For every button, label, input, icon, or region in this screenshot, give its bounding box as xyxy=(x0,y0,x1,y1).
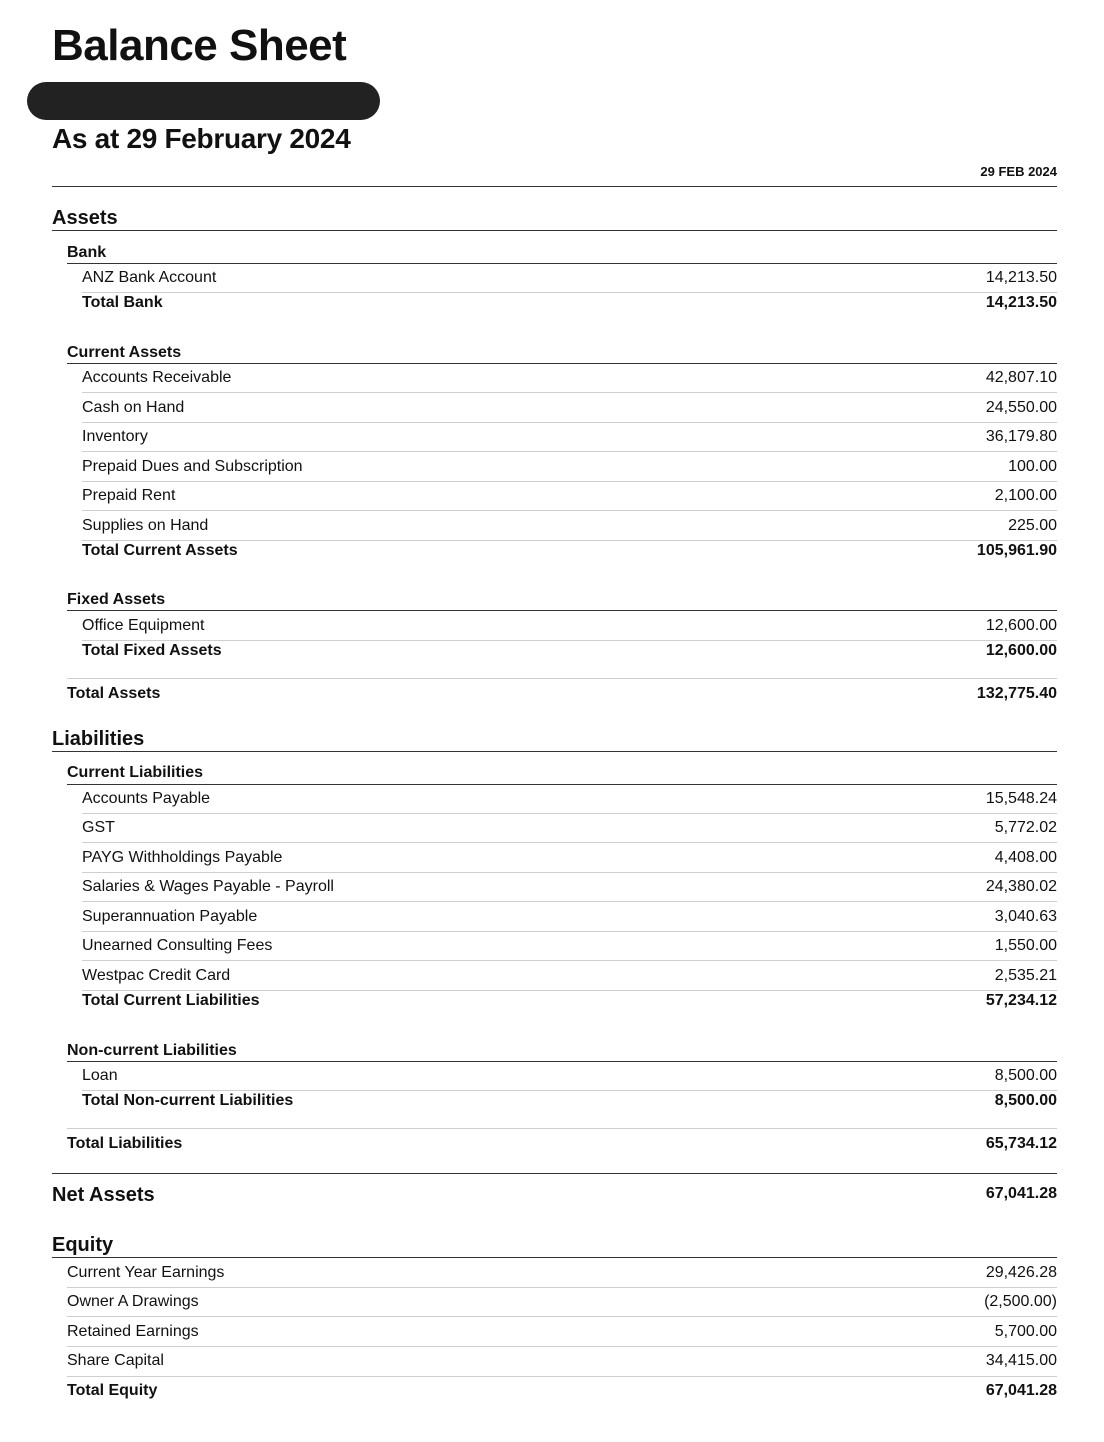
divider xyxy=(82,422,1057,423)
row-value: 100.00 xyxy=(1008,458,1057,475)
divider xyxy=(82,872,1057,873)
row-label: PAYG Withholdings Payable xyxy=(82,849,283,866)
row-value: 12,600.00 xyxy=(985,617,1057,634)
row-label: ANZ Bank Account xyxy=(82,269,217,286)
total-assets-value: 132,775.40 xyxy=(976,685,1057,702)
divider xyxy=(67,1287,1057,1288)
total-value: 57,234.12 xyxy=(985,992,1057,1009)
divider xyxy=(67,1128,1057,1129)
divider xyxy=(82,451,1057,452)
total-label: Total Bank xyxy=(82,294,163,311)
row-value: 24,380.02 xyxy=(985,878,1057,895)
total-value: 12,600.00 xyxy=(985,642,1057,659)
row-label: Prepaid Dues and Subscription xyxy=(82,458,303,475)
row-value: 2,535.21 xyxy=(994,967,1057,984)
total-liabilities-value: 65,734.12 xyxy=(985,1135,1057,1152)
row-value: 36,179.80 xyxy=(985,428,1057,445)
row-value: 8,500.00 xyxy=(994,1067,1057,1084)
group-heading-noncurrent-liabilities: Non-current Liabilities xyxy=(67,1042,237,1059)
row-label: Supplies on Hand xyxy=(82,517,209,534)
report-subtitle: As at 29 February 2024 xyxy=(52,123,351,154)
net-assets-label: Net Assets xyxy=(52,1184,155,1206)
total-value: 8,500.00 xyxy=(994,1092,1057,1109)
row-label: Current Year Earnings xyxy=(67,1264,225,1281)
group-heading-fixed-assets: Fixed Assets xyxy=(67,591,166,608)
section-heading-assets: Assets xyxy=(52,207,118,229)
group-heading-current-liabilities: Current Liabilities xyxy=(67,764,204,781)
divider xyxy=(82,481,1057,482)
divider xyxy=(82,813,1057,814)
row-label: Retained Earnings xyxy=(67,1323,199,1340)
divider xyxy=(67,1346,1057,1347)
divider xyxy=(67,1316,1057,1317)
total-liabilities-label: Total Liabilities xyxy=(67,1135,183,1152)
column-header-date: 29 FEB 2024 xyxy=(980,164,1057,179)
divider xyxy=(67,784,1057,785)
total-equity-value: 67,041.28 xyxy=(985,1382,1057,1399)
row-label: Salaries & Wages Payable - Payroll xyxy=(82,878,334,895)
row-value: 3,040.63 xyxy=(994,908,1057,925)
group-heading-bank: Bank xyxy=(67,244,107,261)
total-label: Total Current Liabilities xyxy=(82,992,260,1009)
section-heading-equity: Equity xyxy=(52,1234,114,1256)
row-value: (2,500.00) xyxy=(984,1293,1057,1310)
divider xyxy=(82,901,1057,902)
divider xyxy=(82,842,1057,843)
total-label: Total Fixed Assets xyxy=(82,642,222,659)
row-value: 4,408.00 xyxy=(994,849,1057,866)
divider xyxy=(82,292,1057,293)
row-value: 2,100.00 xyxy=(994,487,1057,504)
total-equity-label: Total Equity xyxy=(67,1382,158,1399)
section-heading-liabilities: Liabilities xyxy=(52,728,145,750)
row-label: Accounts Payable xyxy=(82,790,211,807)
total-label: Total Current Assets xyxy=(82,542,238,559)
divider xyxy=(67,678,1057,679)
row-value: 1,550.00 xyxy=(994,937,1057,954)
row-value: 29,426.28 xyxy=(985,1264,1057,1281)
row-label: Westpac Credit Card xyxy=(82,967,231,984)
row-label: Cash on Hand xyxy=(82,399,185,416)
divider xyxy=(67,1061,1057,1062)
row-label: Prepaid Rent xyxy=(82,487,176,504)
row-label: Accounts Receivable xyxy=(82,369,232,386)
divider xyxy=(52,751,1057,752)
row-value: 5,700.00 xyxy=(994,1323,1057,1340)
divider xyxy=(67,610,1057,611)
row-label: Loan xyxy=(82,1067,118,1084)
total-value: 14,213.50 xyxy=(985,294,1057,311)
total-assets-label: Total Assets xyxy=(67,685,161,702)
redacted-company-name xyxy=(27,82,380,120)
row-label: Superannuation Payable xyxy=(82,908,258,925)
divider xyxy=(82,960,1057,961)
group-heading-current-assets: Current Assets xyxy=(67,344,182,361)
row-value: 24,550.00 xyxy=(985,399,1057,416)
report-title: Balance Sheet xyxy=(52,21,347,70)
divider xyxy=(52,230,1057,231)
net-assets-value: 67,041.28 xyxy=(985,1185,1057,1202)
row-label: Office Equipment xyxy=(82,617,205,634)
row-value: 225.00 xyxy=(1008,517,1057,534)
row-value: 5,772.02 xyxy=(994,819,1057,836)
divider xyxy=(82,392,1057,393)
row-label: Inventory xyxy=(82,428,148,445)
divider xyxy=(67,363,1057,364)
divider xyxy=(52,1173,1057,1174)
row-label: Share Capital xyxy=(67,1352,164,1369)
divider xyxy=(82,931,1057,932)
divider xyxy=(52,1257,1057,1258)
divider xyxy=(82,510,1057,511)
row-label: GST xyxy=(82,819,115,836)
row-value: 34,415.00 xyxy=(985,1352,1057,1369)
total-label: Total Non-current Liabilities xyxy=(82,1092,294,1109)
row-label: Unearned Consulting Fees xyxy=(82,937,273,954)
divider xyxy=(67,1376,1057,1377)
row-value: 14,213.50 xyxy=(985,269,1057,286)
total-value: 105,961.90 xyxy=(976,542,1057,559)
divider xyxy=(67,263,1057,264)
row-label: Owner A Drawings xyxy=(67,1293,199,1310)
row-value: 42,807.10 xyxy=(985,369,1057,386)
row-value: 15,548.24 xyxy=(985,790,1057,807)
divider xyxy=(82,640,1057,641)
header-divider xyxy=(52,186,1057,187)
